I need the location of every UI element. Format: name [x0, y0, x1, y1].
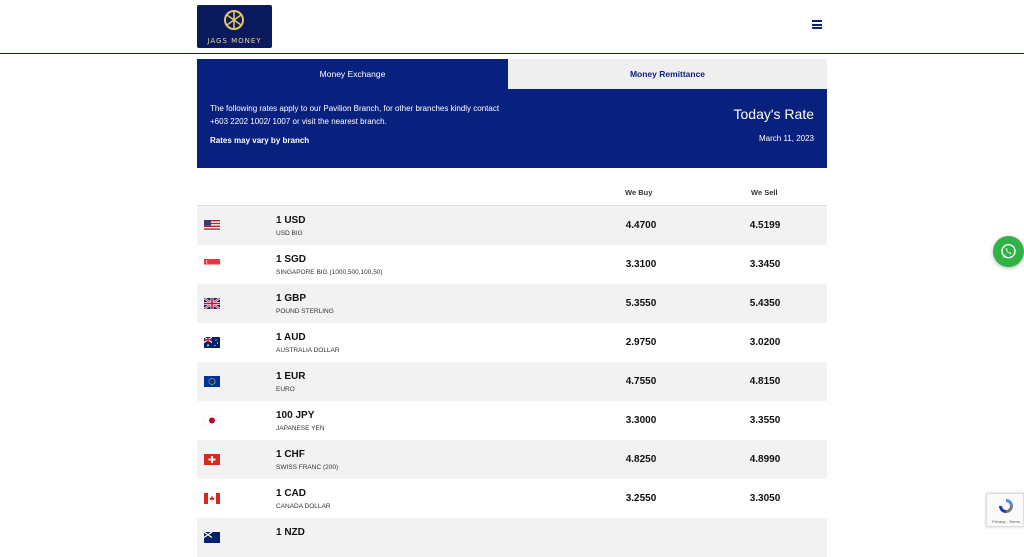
table-row [197, 401, 827, 440]
logo-text: JAGS MONEY [207, 37, 262, 45]
rate-date: March 11, 2023 [759, 134, 814, 143]
branch-description: The following rates apply to our Pavilion Branch, for other branches kindly contact +603 2202 1002/ 1007 or visit the nearest branch. [210, 104, 500, 126]
currency-code: 1 GBP [276, 293, 307, 304]
table-row [197, 245, 827, 284]
hamburger-icon[interactable] [812, 20, 822, 30]
currency-name: POUND STERLING [276, 308, 334, 315]
currency-name: USD BIG [276, 230, 303, 237]
currency-name: SWISS FRANC (200) [276, 464, 339, 471]
currency-code: 1 NZD [276, 527, 305, 538]
sell-rate: 3.0200 [749, 337, 781, 348]
tab-money-exchange[interactable]: Money Exchange [197, 59, 508, 89]
whatsapp-icon [1000, 243, 1017, 260]
currency-code: 1 AUD [276, 332, 306, 343]
currency-code: 1 USD [276, 215, 306, 226]
jp-flag-icon [204, 415, 220, 426]
buy-rate: 4.7550 [625, 376, 657, 387]
sell-rate: 4.8150 [749, 376, 781, 387]
currency-code: 100 JPY [276, 410, 315, 421]
site-header [0, 0, 1024, 54]
sell-rate: 4.8990 [749, 454, 781, 465]
rates-note: Rates may vary by branch [210, 136, 310, 145]
rates-table [197, 206, 827, 557]
sg-flag-icon [204, 259, 220, 270]
au-flag-icon [204, 337, 220, 348]
rate-tabs [197, 59, 827, 89]
table-row [197, 206, 827, 245]
table-row [197, 323, 827, 362]
tab-money-remittance[interactable]: Money Remittance [508, 59, 827, 89]
currency-code: 1 CAD [276, 488, 307, 499]
sell-rate: 4.5199 [749, 220, 781, 231]
table-row [197, 518, 827, 557]
rate-info-panel [197, 89, 827, 168]
us-flag-icon [204, 220, 220, 231]
nz-flag-icon [204, 532, 220, 543]
ch-flag-icon [204, 454, 220, 465]
recaptcha-badge[interactable] [986, 493, 1024, 527]
sell-rate: 5.4350 [749, 298, 781, 309]
sell-rate: 3.3050 [749, 493, 781, 504]
table-row [197, 284, 827, 323]
eu-flag-icon [204, 376, 220, 387]
buy-rate: 3.3100 [625, 259, 657, 270]
gb-flag-icon [204, 298, 220, 309]
table-row [197, 479, 827, 518]
currency-name: CANADA DOLLAR [276, 503, 331, 510]
currency-name: EURO [276, 386, 295, 393]
buy-rate: 5.3550 [625, 298, 657, 309]
currency-name: SINGAPORE BIG (1000,500,100,50) [276, 269, 383, 276]
sell-rate: 3.3450 [749, 259, 781, 270]
logo-emblem-icon [221, 7, 247, 33]
buy-rate: 4.8250 [625, 454, 657, 465]
currency-name: AUSTRALIA DOLLAR [276, 347, 340, 354]
currency-code: 1 EUR [276, 371, 306, 382]
currency-name: JAPANESE YEN [276, 425, 325, 432]
recaptcha-links[interactable]: Privacy - Terms [992, 519, 1020, 524]
table-row [197, 362, 827, 401]
buy-rate: 3.2550 [625, 493, 657, 504]
table-row [197, 440, 827, 479]
buy-rate: 2.9750 [625, 337, 657, 348]
we-sell-header: We Sell [751, 188, 778, 197]
recaptcha-icon [998, 498, 1014, 514]
buy-rate: 3.3000 [625, 415, 657, 426]
currency-code: 1 CHF [276, 449, 305, 460]
buy-rate: 4.4700 [625, 220, 657, 231]
we-buy-header: We Buy [625, 188, 653, 197]
jags-money-logo[interactable] [197, 5, 272, 48]
whatsapp-button[interactable] [993, 236, 1024, 267]
sell-rate: 3.3550 [749, 415, 781, 426]
currency-code: 1 SGD [276, 254, 307, 265]
todays-rate-title: Today's Rate [733, 106, 814, 122]
ca-flag-icon [204, 493, 220, 504]
